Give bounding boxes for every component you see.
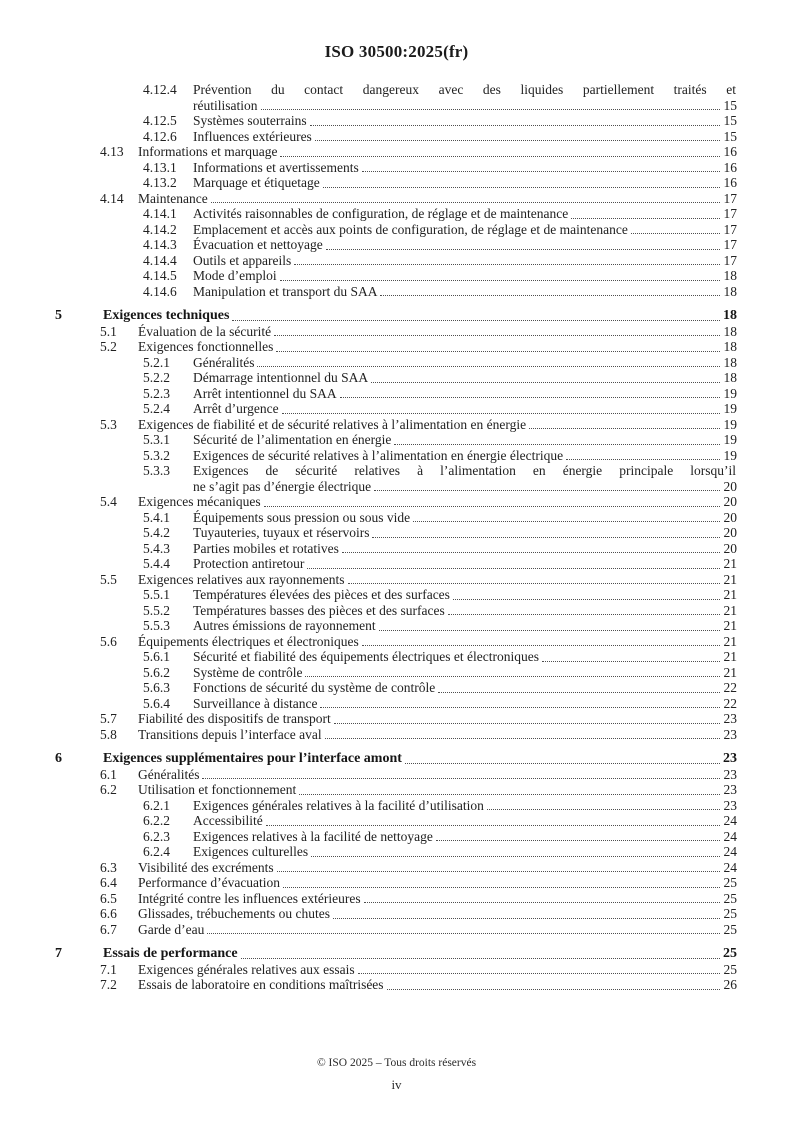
- toc-entry[interactable]: [55, 875, 737, 891]
- toc-entry-page: 15: [723, 128, 737, 144]
- toc-entry-page: 15: [723, 113, 737, 128]
- toc-entry-title: Systèmes souterrains: [193, 113, 307, 128]
- toc-entry-number: 6.3: [100, 859, 117, 875]
- toc-entry-title: Exigences fonctionnelles: [138, 339, 274, 354]
- toc-entry-title: Sécurité et fiabilité des équipements électriques et électroniques: [193, 649, 539, 664]
- toc-entry-title: Équipements sous pression ou sous vide: [193, 509, 411, 525]
- dotted-leader: [566, 459, 720, 460]
- dotted-leader: [299, 794, 720, 795]
- toc-entry-number: 6.2.2: [143, 813, 170, 828]
- dotted-leader: [323, 187, 720, 188]
- toc-entry-title: Exigences supplémentaires pour l’interface amont: [103, 751, 402, 766]
- toc-entry-title: Exigences de sécurité relatives à l’alimentation en énergie électrique: [193, 447, 564, 463]
- toc-entry-title: Manipulation et transport du SAA: [193, 283, 378, 299]
- toc-entry[interactable]: [55, 417, 737, 433]
- toc-entry-title: Exigences culturelles: [193, 844, 309, 859]
- toc-entry-title: Protection antiretour: [193, 556, 305, 571]
- toc-entry[interactable]: [55, 665, 737, 681]
- toc-entry-number: 5.6: [100, 633, 117, 649]
- toc-entry-page: 21: [723, 618, 737, 633]
- toc-entry-page: 19: [723, 416, 737, 432]
- toc-entry-page: 19: [723, 401, 737, 416]
- toc-entry-page: 17: [723, 252, 737, 268]
- toc-entry[interactable]: [55, 191, 737, 207]
- toc-entry[interactable]: [55, 494, 737, 510]
- toc-entry-page: 16: [723, 159, 737, 175]
- dotted-leader: [305, 676, 720, 677]
- toc-entry[interactable]: [55, 727, 737, 743]
- toc-entry[interactable]: [55, 308, 737, 324]
- dotted-leader: [266, 825, 720, 826]
- toc-entry-number: 6: [55, 751, 62, 766]
- dotted-leader: [283, 887, 720, 888]
- toc-entry-title: Essais de performance: [103, 946, 238, 961]
- toc-entry-page: 15: [723, 97, 737, 113]
- toc-entry-title: Exigences de sécurité relatives à l’alimentation en énergie principale lorsqu’il: [193, 463, 736, 478]
- toc-entry-page: 17: [723, 206, 737, 221]
- dotted-leader: [294, 264, 720, 265]
- toc-entry-title: Sécurité de l’alimentation en énergie: [193, 432, 392, 447]
- dotted-leader: [310, 125, 720, 126]
- toc-entry[interactable]: [55, 946, 737, 962]
- toc-entry-title: Fonctions de sécurité du système de contrôle: [193, 680, 436, 695]
- toc-entry[interactable]: [55, 144, 737, 160]
- dotted-leader: [211, 202, 720, 203]
- toc-entry-title: Fiabilité des dispositifs de transport: [138, 711, 331, 726]
- toc-entry-number: 6.2.1: [143, 797, 170, 813]
- copyright-notice: © ISO 2025 – Tous droits réservés: [316, 1057, 477, 1069]
- toc-entry-page: 23: [723, 726, 737, 742]
- dotted-leader: [358, 973, 720, 974]
- toc-entry-title: Démarrage intentionnel du SAA: [193, 370, 369, 385]
- toc-entry-title: Visibilité des excréments: [138, 859, 274, 875]
- toc-entry-title-continuation: réutilisation: [193, 97, 258, 113]
- toc-entry-title: Exigences techniques: [103, 308, 230, 323]
- toc-entry-page: 18: [723, 339, 737, 354]
- toc-entry-number: 4.12.6: [143, 128, 177, 144]
- toc-entry-number: 5.2.1: [143, 354, 170, 370]
- toc-entry-number: 5.7: [100, 711, 117, 726]
- toc-entry[interactable]: [55, 339, 737, 355]
- toc-entry[interactable]: [55, 572, 737, 588]
- toc-entry-page: 21: [723, 664, 737, 680]
- toc-entry-number: 5.4.3: [143, 540, 170, 556]
- toc-entry[interactable]: [55, 782, 737, 798]
- toc-entry-page: 18: [723, 268, 737, 283]
- dotted-leader: [202, 778, 720, 779]
- page-number: iv: [391, 1077, 402, 1092]
- toc-entry[interactable]: [55, 355, 737, 371]
- toc-entry-page: 18: [723, 308, 737, 323]
- toc-entry-page: 25: [723, 890, 737, 906]
- toc-entry-number: 5.5.1: [143, 587, 170, 602]
- toc-entry[interactable]: [55, 525, 737, 541]
- toc-entry-number: 6.2.4: [143, 844, 170, 859]
- toc-entry-number: 6.1: [100, 766, 117, 782]
- toc-entry-page: 23: [723, 797, 737, 813]
- toc-entry-page: 21: [723, 602, 737, 618]
- toc-entry[interactable]: [55, 463, 737, 494]
- toc-entry-number: 5.2: [100, 339, 117, 354]
- toc-entry[interactable]: [55, 680, 737, 696]
- toc-entry-number: 5.5.2: [143, 602, 170, 618]
- toc-entry[interactable]: [55, 977, 737, 993]
- toc-entry-title: Utilisation et fonctionnement: [138, 782, 297, 797]
- toc-entry-title: Glissades, trébuchements ou chutes: [138, 906, 330, 921]
- toc-entry-number: 4.14.1: [143, 206, 177, 221]
- dotted-leader: [320, 707, 720, 708]
- toc-entry-page: 23: [723, 766, 737, 782]
- dotted-leader: [326, 249, 720, 250]
- toc-entry-page: 19: [723, 385, 737, 401]
- dotted-leader: [631, 233, 720, 234]
- toc-entry[interactable]: [55, 891, 737, 907]
- toc-entry-page: 19: [723, 432, 737, 447]
- dotted-leader: [542, 661, 720, 662]
- toc-entry-title: Marquage et étiquetage: [193, 175, 320, 190]
- toc-entry-title: Outils et appareils: [193, 252, 292, 268]
- dotted-leader: [362, 645, 720, 646]
- toc-entry-number: 5.5.3: [143, 618, 170, 633]
- toc-entry-page: 25: [723, 875, 737, 890]
- toc-entry-number: 5.3.1: [143, 432, 170, 447]
- toc-entry-title: Équipements électriques et électroniques: [138, 633, 359, 649]
- toc-entry-number: 5.6.4: [143, 695, 170, 711]
- toc-entry-title: Évaluation de la sécurité: [138, 323, 272, 339]
- toc-entry-page: 23: [723, 782, 737, 797]
- toc-entry-page: 21: [723, 633, 737, 649]
- toc-entry-page: 17: [723, 237, 737, 252]
- toc-entry-page: 24: [723, 813, 737, 828]
- toc-entry-title: Système de contrôle: [193, 664, 303, 680]
- toc-entry-title: Transitions depuis l’interface aval: [138, 726, 322, 742]
- toc-entry-page: 25: [723, 961, 737, 977]
- toc-entry-number: 4.14.5: [143, 268, 177, 283]
- toc-entry-title: Parties mobiles et rotatives: [193, 540, 339, 556]
- dotted-leader: [280, 156, 720, 157]
- toc-entry-page: 21: [723, 556, 737, 571]
- dotted-leader: [333, 918, 720, 919]
- dotted-leader: [232, 320, 720, 321]
- toc-entry-title: Activités raisonnables de configuration, de réglage et de maintenance: [193, 206, 569, 221]
- toc-entry[interactable]: [55, 767, 737, 783]
- toc-entry[interactable]: [55, 386, 737, 402]
- toc-entry-number: 6.4: [100, 875, 117, 890]
- toc-entry-title: Accessibilité: [193, 813, 263, 828]
- toc-entry-number: 5.4.1: [143, 509, 170, 525]
- toc-entry-page: 16: [723, 175, 737, 190]
- toc-entry-number: 4.14.3: [143, 237, 177, 252]
- toc-entry[interactable]: [55, 696, 737, 712]
- toc-entry-number: 4.14.4: [143, 252, 177, 268]
- dotted-leader: [394, 444, 720, 445]
- toc-entry-page: 24: [723, 828, 737, 844]
- toc-entry-title: Températures élevées des pièces et des surfaces: [193, 587, 450, 602]
- toc-entry-page: 24: [723, 859, 737, 875]
- dotted-leader: [487, 809, 720, 810]
- toc-entry[interactable]: [55, 829, 737, 845]
- toc-entry[interactable]: [55, 649, 737, 665]
- toc-entry-page: 18: [723, 354, 737, 370]
- document-title: ISO 30500:2025(fr): [324, 42, 469, 61]
- toc-entry-title: Exigences mécaniques: [138, 494, 261, 509]
- toc-entry-page: 20: [723, 478, 737, 494]
- toc-entry-number: 4.12.5: [143, 113, 177, 128]
- dotted-leader: [207, 933, 720, 934]
- toc-entry-title: Exigences générales relatives à la facilité d’utilisation: [193, 797, 484, 813]
- toc-entry-number: 5.1: [100, 323, 117, 339]
- dotted-leader: [307, 568, 720, 569]
- toc-entry-title: Garde d’eau: [138, 921, 205, 937]
- dotted-leader: [529, 428, 720, 429]
- toc-entry-title: Emplacement et accès aux points de configuration, de réglage et de maintenance: [193, 221, 628, 237]
- toc-entry-page: 20: [723, 509, 737, 525]
- toc-entry-number: 5.3.2: [143, 447, 170, 463]
- toc-entry-page: 20: [723, 525, 737, 540]
- toc-entry[interactable]: [55, 603, 737, 619]
- dotted-leader: [311, 856, 720, 857]
- toc-entry-page: 25: [723, 921, 737, 937]
- dotted-leader: [257, 366, 720, 367]
- toc-entry[interactable]: [55, 906, 737, 922]
- dotted-leader: [372, 537, 720, 538]
- toc-entry[interactable]: [55, 175, 737, 191]
- toc-entry[interactable]: [55, 556, 737, 572]
- dotted-leader: [315, 140, 720, 141]
- toc-entry-number: 4.13.2: [143, 175, 177, 190]
- dotted-leader: [274, 335, 720, 336]
- toc-entry[interactable]: [55, 922, 737, 938]
- toc-entry-title: Performance d’évacuation: [138, 875, 281, 890]
- toc-entry-number: 4.12.4: [143, 82, 177, 97]
- toc-entry[interactable]: [55, 253, 737, 269]
- toc-entry[interactable]: [55, 160, 737, 176]
- toc-entry-number: 6.2: [100, 782, 117, 797]
- toc-entry-title: Évacuation et nettoyage: [193, 237, 323, 252]
- toc-entry-page: 23: [723, 711, 737, 726]
- toc-entry-number: 5.5: [100, 571, 117, 587]
- toc-entry-title: Exigences relatives à la facilité de nettoyage: [193, 828, 433, 844]
- toc-entry[interactable]: [55, 860, 737, 876]
- dotted-leader: [448, 614, 720, 615]
- toc-entry-page: 21: [723, 587, 737, 602]
- dotted-leader: [276, 351, 720, 352]
- toc-entry-title: Températures basses des pièces et des surfaces: [193, 602, 445, 618]
- dotted-leader: [264, 506, 720, 507]
- dotted-leader: [334, 723, 720, 724]
- toc-entry[interactable]: [55, 113, 737, 129]
- toc-entry[interactable]: [55, 324, 737, 340]
- toc-entry-title: Prévention du contact dangereux avec des liquides partiellement traités et: [193, 82, 736, 97]
- toc-entry-title: Maintenance: [138, 190, 208, 206]
- toc-entry-number: 6.2.3: [143, 828, 170, 844]
- toc-entry-page: 20: [723, 494, 737, 509]
- toc-entry-number: 5.4.4: [143, 556, 170, 571]
- toc-entry[interactable]: [55, 510, 737, 526]
- dotted-leader: [348, 583, 720, 584]
- toc-entry-title: Informations et marquage: [138, 144, 278, 159]
- dotted-leader: [438, 692, 720, 693]
- toc-entry-title: Autres émissions de rayonnement: [193, 618, 376, 633]
- dotted-leader: [282, 413, 720, 414]
- toc-entry[interactable]: [55, 82, 737, 113]
- toc-entry-title: Exigences générales relatives aux essais: [138, 961, 355, 977]
- dotted-leader: [371, 382, 720, 383]
- toc-list: [55, 82, 737, 993]
- toc-entry-number: 6.7: [100, 921, 117, 937]
- toc-entry-number: 5.6.2: [143, 664, 170, 680]
- toc-entry[interactable]: [55, 206, 737, 222]
- toc-entry-title: Informations et avertissements: [193, 159, 359, 175]
- toc-entry[interactable]: [55, 222, 737, 238]
- toc-entry-page: 25: [723, 946, 737, 961]
- toc-entry-number: 5: [55, 308, 62, 323]
- toc-entry-page: 17: [723, 190, 737, 206]
- toc-entry[interactable]: [55, 401, 737, 417]
- dotted-leader: [571, 218, 720, 219]
- dotted-leader: [362, 171, 720, 172]
- toc-entry[interactable]: [55, 751, 737, 767]
- toc-entry-number: 4.13.1: [143, 159, 177, 175]
- toc-entry-title: Influences extérieures: [193, 128, 312, 144]
- dotted-leader: [405, 763, 720, 764]
- toc-entry-number: 4.14: [100, 190, 124, 206]
- toc-entry[interactable]: [55, 237, 737, 253]
- toc-entry[interactable]: [55, 618, 737, 634]
- toc-entry-page: 26: [723, 977, 737, 992]
- toc-entry-number: 4.13: [100, 144, 124, 159]
- toc-entry-number: 5.3: [100, 416, 117, 432]
- toc-entry-number: 5.8: [100, 726, 117, 742]
- toc-entry-number: 7.2: [100, 977, 117, 992]
- toc-entry-number: 4.14.6: [143, 283, 177, 299]
- toc-entry-page: 18: [723, 283, 737, 299]
- dotted-leader: [342, 552, 720, 553]
- dotted-leader: [380, 295, 720, 296]
- toc-entry-number: 6.6: [100, 906, 117, 921]
- toc-entry-title: Arrêt d’urgence: [193, 401, 279, 416]
- toc-entry[interactable]: [55, 541, 737, 557]
- toc-entry-title: Arrêt intentionnel du SAA: [193, 385, 337, 401]
- dotted-leader: [364, 902, 720, 903]
- toc-entry-title: Intégrité contre les influences extérieures: [138, 890, 361, 906]
- dotted-leader: [261, 109, 721, 110]
- toc-entry-title: Exigences de fiabilité et de sécurité relatives à l’alimentation en énergie: [138, 416, 527, 432]
- dotted-leader: [379, 630, 720, 631]
- toc-entry-number: 5.6.3: [143, 680, 170, 695]
- toc-entry-number: 5.4: [100, 494, 117, 509]
- toc-entry-page: 21: [723, 571, 737, 587]
- toc-entry-title: Mode d’emploi: [193, 268, 277, 283]
- toc-entry[interactable]: [55, 813, 737, 829]
- toc-entry-page: 17: [723, 221, 737, 237]
- toc-entry[interactable]: [55, 370, 737, 386]
- toc-entry[interactable]: [55, 268, 737, 284]
- toc-entry[interactable]: [55, 129, 737, 145]
- toc-entry-number: 5.2.4: [143, 401, 170, 416]
- toc-entry-number: 4.14.2: [143, 221, 177, 237]
- toc-entry[interactable]: [55, 711, 737, 727]
- toc-entry-title: Exigences relatives aux rayonnements: [138, 571, 345, 587]
- toc-entry-page: 24: [723, 844, 737, 859]
- dotted-leader: [374, 490, 720, 491]
- toc-entry-title: Généralités: [193, 354, 255, 370]
- toc-entry-page: 22: [723, 680, 737, 695]
- dotted-leader: [340, 397, 720, 398]
- toc-entry-number: 5.3.3: [143, 463, 170, 478]
- toc-entry-page: 22: [723, 695, 737, 711]
- toc-entry-page: 18: [723, 370, 737, 385]
- dotted-leader: [436, 840, 720, 841]
- toc-entry[interactable]: [55, 844, 737, 860]
- toc-entry[interactable]: [55, 432, 737, 448]
- toc-entry-number: 5.2.2: [143, 370, 170, 385]
- toc-entry[interactable]: [55, 962, 737, 978]
- toc-entry-number: 7: [55, 946, 62, 961]
- toc-entry-title: Généralités: [138, 766, 200, 782]
- toc-entry-number: 5.6.1: [143, 649, 170, 664]
- toc-entry[interactable]: [55, 587, 737, 603]
- toc-entry[interactable]: [55, 634, 737, 650]
- toc-entry-page: 18: [723, 323, 737, 339]
- toc-entry[interactable]: [55, 798, 737, 814]
- toc-entry-number: 5.4.2: [143, 525, 170, 540]
- toc-entry-page: 16: [723, 144, 737, 159]
- toc-entry-title: Tuyauteries, tuyaux et réservoirs: [193, 525, 370, 540]
- toc-entry[interactable]: [55, 284, 737, 300]
- toc-entry-page: 23: [723, 751, 737, 766]
- dotted-leader: [387, 989, 720, 990]
- toc-entry-page: 25: [723, 906, 737, 921]
- dotted-leader: [241, 958, 720, 959]
- toc-entry-page: 21: [723, 649, 737, 664]
- toc-entry[interactable]: [55, 448, 737, 464]
- toc-entry-number: 7.1: [100, 961, 117, 977]
- dotted-leader: [453, 599, 720, 600]
- toc-entry-number: 6.5: [100, 890, 117, 906]
- toc-entry-page: 20: [723, 540, 737, 556]
- dotted-leader: [277, 871, 720, 872]
- dotted-leader: [280, 280, 720, 281]
- dotted-leader: [413, 521, 720, 522]
- dotted-leader: [325, 738, 720, 739]
- toc-entry-page: 19: [723, 447, 737, 463]
- toc-entry-title: Essais de laboratoire en conditions maîtrisées: [138, 977, 384, 992]
- toc-entry-number: 5.2.3: [143, 385, 170, 401]
- toc-entry-title: Surveillance à distance: [193, 695, 318, 711]
- toc-entry-title-continuation: ne s’agit pas d’énergie électrique: [193, 478, 372, 494]
